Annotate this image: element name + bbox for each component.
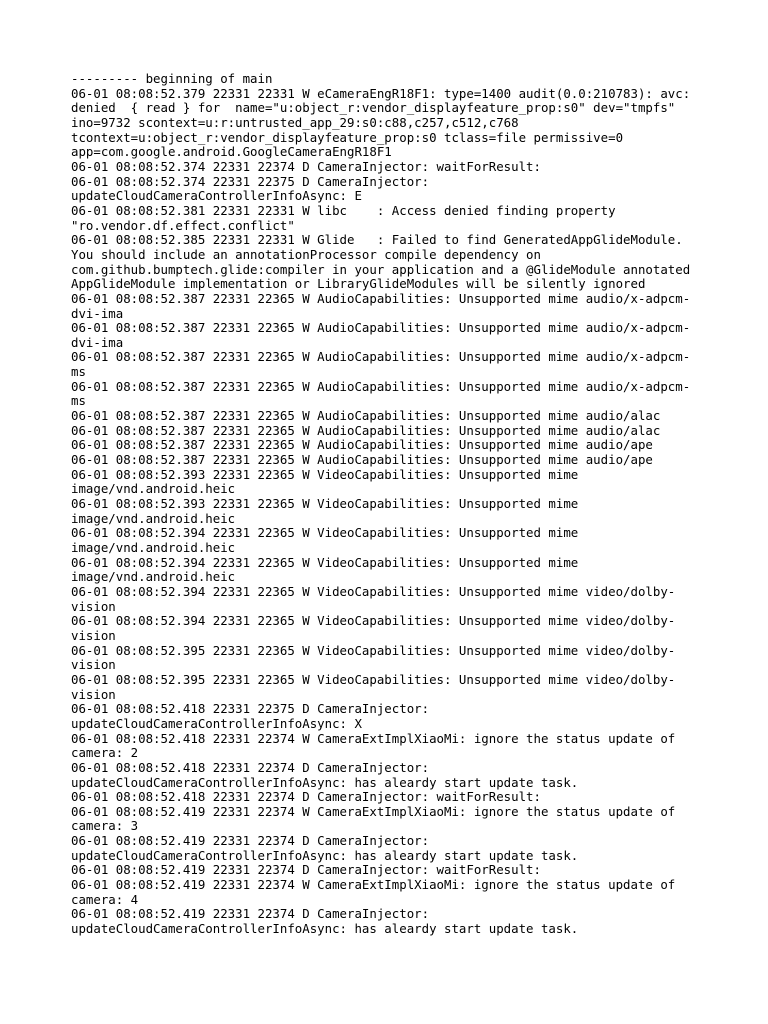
- log-line: updateCloudCameraControllerInfoAsync: E: [71, 188, 362, 204]
- log-line: image/vnd.android.heic: [71, 481, 236, 497]
- log-line: updateCloudCameraControllerInfoAsync: has aleardy start update task.: [71, 847, 579, 863]
- log-line: camera: 3: [71, 818, 139, 834]
- log-line: 06-01 08:08:52.395 22331 22365 W VideoCapabilities: Unsupported mime video/dolby-: [71, 642, 676, 658]
- log-line: You should include an annotationProcessor compile dependency on: [71, 246, 541, 262]
- log-line: 06-01 08:08:52.381 22331 22331 W libc : Access denied finding property: [71, 202, 616, 218]
- log-line: vision: [71, 627, 116, 643]
- log-line: image/vnd.android.heic: [71, 540, 236, 555]
- log-line: vision: [71, 598, 116, 614]
- log-line: 06-01 08:08:52.393 22331 22365 W VideoCapabilities: Unsupported mime: [71, 466, 579, 482]
- log-line: 06-01 08:08:52.419 22331 22374 W CameraExtImplXiaoMi: ignore the status update of: [71, 803, 676, 819]
- log-line: 06-01 08:08:52.374 22331 22374 D CameraInjector: waitForResult:: [71, 158, 541, 174]
- log-line: 06-01 08:08:52.385 22331 22331 W Glide : Failed to find GeneratedAppGlideModule.: [71, 232, 683, 248]
- log-line: vision: [71, 686, 116, 702]
- log-text-block: [71, 72, 711, 937]
- log-line: 06-01 08:08:52.418 22331 22374 D CameraInjector:: [71, 759, 430, 775]
- log-line: 06-01 08:08:52.393 22331 22365 W VideoCapabilities: Unsupported mime: [71, 496, 579, 512]
- log-line: image/vnd.android.heic: [71, 569, 236, 585]
- log-line: 06-01 08:08:52.419 22331 22374 D CameraInjector:: [71, 906, 430, 922]
- log-line: 06-01 08:08:52.395 22331 22365 W VideoCapabilities: Unsupported mime video/dolby-: [71, 671, 676, 687]
- log-line: --------- beginning of main: [71, 71, 273, 86]
- document-page: [71, 72, 711, 937]
- log-line: 06-01 08:08:52.418 22331 22375 D CameraInjector:: [71, 701, 430, 717]
- log-line: 06-01 08:08:52.374 22331 22375 D CameraInjector:: [71, 173, 430, 189]
- log-line: "ro.vendor.df.effect.conflict": [71, 217, 295, 233]
- log-line: 06-01 08:08:52.394 22331 22365 W VideoCapabilities: Unsupported mime video/dolby-: [71, 583, 676, 599]
- log-line: 06-01 08:08:52.419 22331 22374 D CameraInjector:: [71, 833, 430, 849]
- log-line: 06-01 08:08:52.418 22331 22374 W CameraExtImplXiaoMi: ignore the status update of: [71, 730, 676, 746]
- log-line: com.github.bumptech.glide:compiler in your application and a @GlideModule annotated: [71, 261, 691, 277]
- log-line: dvi-ima: [71, 305, 124, 321]
- log-line: vision: [71, 657, 116, 673]
- log-line: tcontext=u:object_r:vendor_displayfeature_prop:s0 tclass=file permissive=0: [71, 129, 624, 145]
- log-line: updateCloudCameraControllerInfoAsync: has aleardy start update task.: [71, 921, 579, 937]
- log-line: 06-01 08:08:52.387 22331 22365 W AudioCapabilities: Unsupported mime audio/ape: [71, 452, 653, 468]
- log-line: 06-01 08:08:52.394 22331 22365 W VideoCapabilities: Unsupported mime: [71, 554, 579, 570]
- log-line: ms: [71, 393, 86, 409]
- log-line: 06-01 08:08:52.419 22331 22374 D CameraInjector: waitForResult:: [71, 862, 541, 878]
- log-line: ms: [71, 364, 86, 380]
- log-line: app=com.google.android.GoogleCameraEngR18F1: [71, 144, 392, 160]
- log-line: 06-01 08:08:52.387 22331 22365 W AudioCapabilities: Unsupported mime audio/ape: [71, 437, 653, 453]
- log-line: 06-01 08:08:52.387 22331 22365 W AudioCapabilities: Unsupported mime audio/x-adpcm-: [71, 290, 691, 306]
- log-line: 06-01 08:08:52.387 22331 22365 W AudioCapabilities: Unsupported mime audio/alac: [71, 408, 661, 424]
- log-line: camera: 2: [71, 745, 139, 761]
- log-line: dvi-ima: [71, 334, 124, 350]
- log-line: 06-01 08:08:52.387 22331 22365 W AudioCapabilities: Unsupported mime audio/x-adpcm-: [71, 378, 691, 394]
- log-line: image/vnd.android.heic: [71, 510, 236, 526]
- log-line: 06-01 08:08:52.379 22331 22331 W eCameraEngR18F1: type=1400 audit(0.0:210783): avc:: [71, 85, 691, 101]
- log-line: ino=9732 scontext=u:r:untrusted_app_29:s0:c88,c257,c512,c768: [71, 114, 519, 130]
- log-line: 06-01 08:08:52.418 22331 22374 D CameraInjector: waitForResult:: [71, 789, 541, 805]
- log-line: camera: 4: [71, 891, 139, 907]
- log-line: 06-01 08:08:52.419 22331 22374 W CameraExtImplXiaoMi: ignore the status update of: [71, 877, 676, 893]
- log-line: denied { read } for name="u:object_r:vendor_displayfeature_prop:s0" dev="tmpfs": [71, 100, 676, 116]
- log-line: 06-01 08:08:52.387 22331 22365 W AudioCapabilities: Unsupported mime audio/alac: [71, 422, 661, 438]
- log-line: 06-01 08:08:52.387 22331 22365 W AudioCapabilities: Unsupported mime audio/x-adpcm-: [71, 349, 691, 365]
- log-line: updateCloudCameraControllerInfoAsync: X: [71, 715, 362, 731]
- log-line: 06-01 08:08:52.394 22331 22365 W VideoCapabilities: Unsupported mime video/dolby-: [71, 613, 676, 629]
- log-line: 06-01 08:08:52.394 22331 22365 W VideoCapabilities: Unsupported mime: [71, 525, 579, 541]
- log-line: updateCloudCameraControllerInfoAsync: has aleardy start update task.: [71, 774, 579, 790]
- log-line: 06-01 08:08:52.387 22331 22365 W AudioCapabilities: Unsupported mime audio/x-adpcm-: [71, 320, 691, 336]
- log-line: AppGlideModule implementation or LibraryGlideModules will be silently ignored: [71, 276, 646, 292]
